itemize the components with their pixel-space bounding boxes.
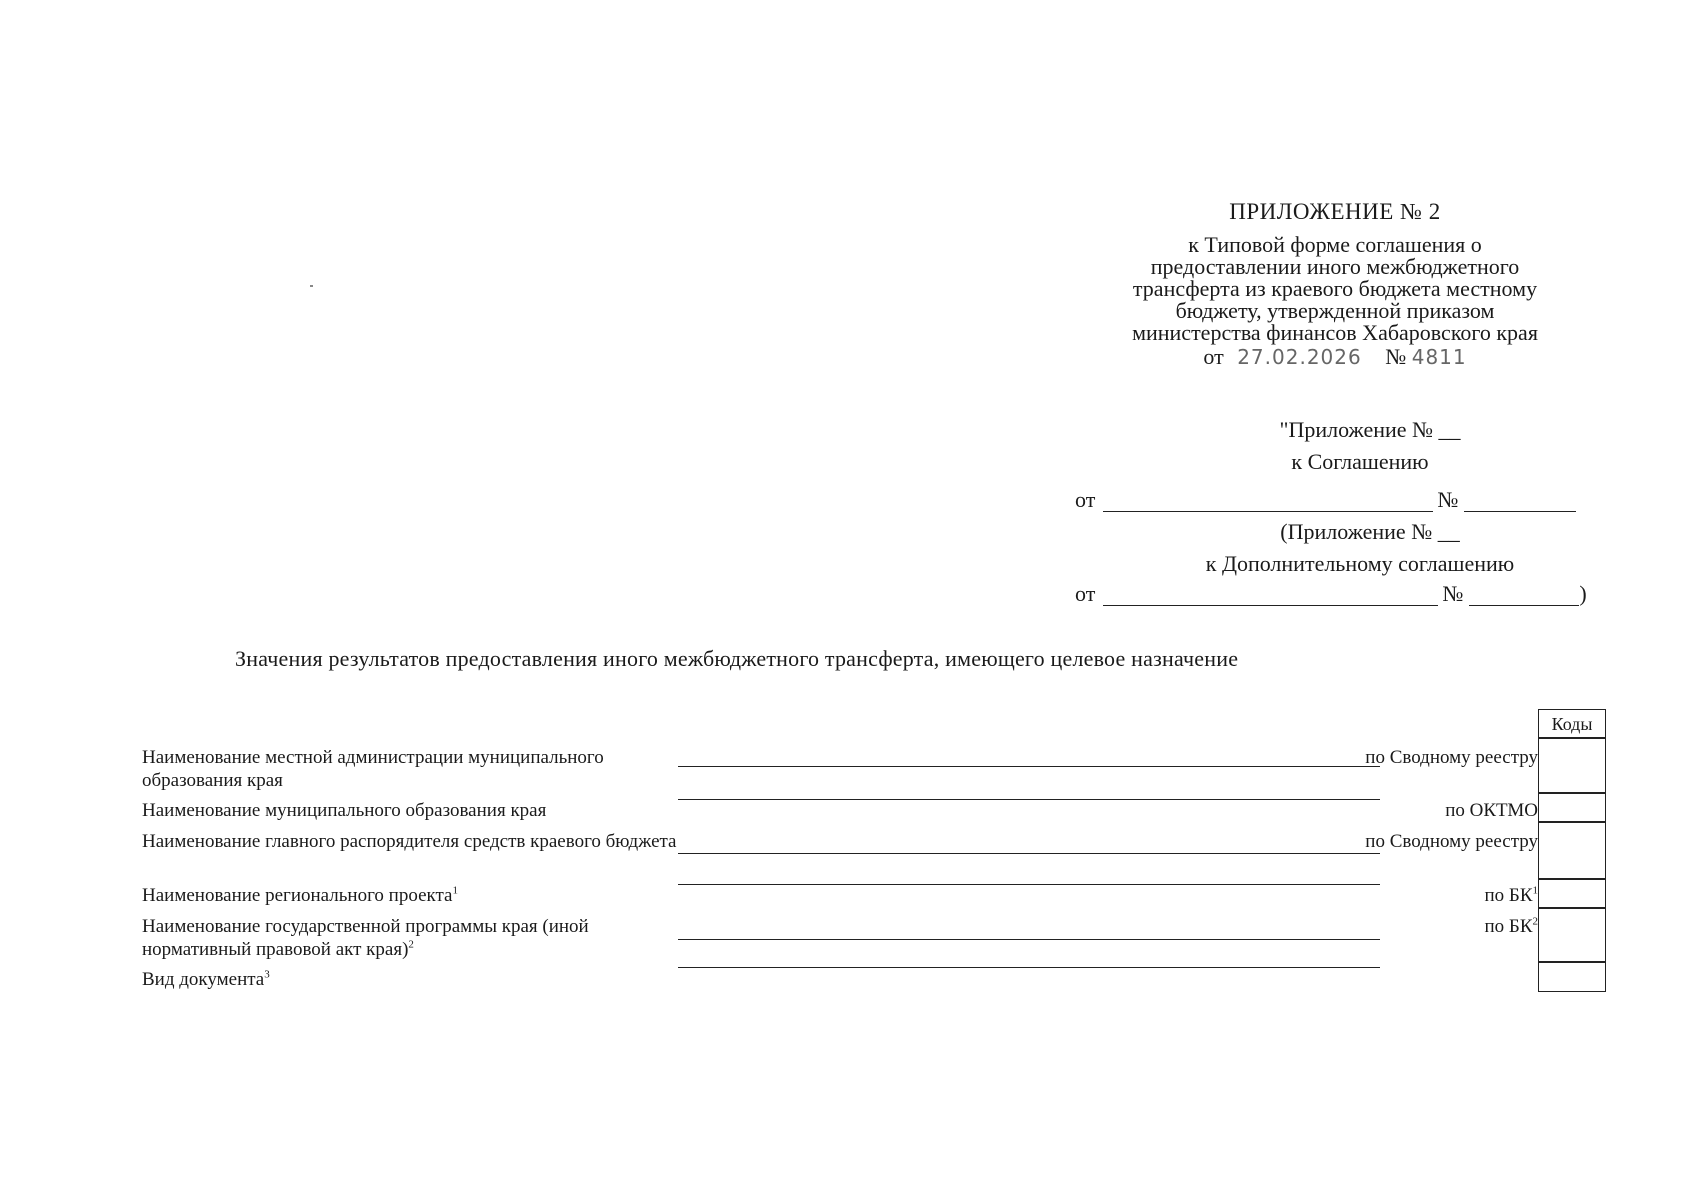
supplementary-from-label: от	[1075, 581, 1096, 606]
regional-project-footnote: 1	[452, 884, 458, 897]
codes-header: Коды	[1538, 709, 1606, 739]
agreement-number-label: №	[1437, 487, 1459, 512]
field-local-administration[interactable]	[678, 766, 1380, 767]
state-program-text: Наименование государственной программы края (иной нормативный правовой акт края)	[142, 916, 589, 960]
document-type-text: Вид документа	[142, 969, 265, 990]
bk-2-text: по БК	[1484, 916, 1533, 937]
row-label-state-program	[142, 915, 682, 961]
code-label-bk-1	[1338, 884, 1538, 907]
to-supplementary-label: к Дополнительному соглашению	[1205, 551, 1515, 576]
agreement-number-field[interactable]	[1464, 489, 1576, 512]
handwritten-date: 27.02.2026	[1237, 345, 1362, 369]
appendix-line-5: министерства финансов Хабаровского края	[1132, 320, 1538, 345]
agreement-appendix-block	[1075, 418, 1605, 606]
document-title: Значения результатов предоставления иного межбюджетного трансферта, имеющего целевое назначение	[235, 646, 1239, 671]
appendix-line-1: к Типовой форме соглашения о	[1188, 232, 1482, 257]
row-label-regional-project	[142, 884, 682, 907]
number-prefix: №	[1385, 344, 1407, 369]
supplementary-date-field[interactable]	[1103, 583, 1438, 606]
bk-2-footnote: 2	[1532, 915, 1538, 928]
appendix-title: ПРИЛОЖЕНИЕ № 2	[1229, 199, 1441, 224]
field-regional-project[interactable]	[678, 884, 1380, 885]
code-label-consolidated-registry-1: по Сводному реестру	[1365, 747, 1538, 768]
code-cell-6[interactable]	[1538, 961, 1606, 992]
regional-project-text: Наименование регионального проекта	[142, 885, 453, 906]
bk-1-footnote: 1	[1532, 884, 1538, 897]
agreement-from-label: от	[1075, 487, 1096, 512]
row-label-document-type	[142, 968, 682, 991]
code-cell-5[interactable]	[1538, 907, 1606, 963]
code-label-oktmo: по ОКТМО	[1445, 800, 1538, 821]
supplementary-number-field[interactable]	[1469, 583, 1579, 606]
appendix-header	[1065, 200, 1605, 368]
date-prefix: от	[1203, 344, 1224, 369]
code-cell-3[interactable]	[1538, 821, 1606, 880]
supplementary-appendix-label: (Приложение № __	[1280, 519, 1460, 544]
scan-speck	[310, 285, 313, 287]
supplementary-number-label: №	[1442, 581, 1464, 606]
field-municipality[interactable]	[678, 799, 1380, 800]
appendix-line-2: предоставлении иного межбюджетного	[1150, 254, 1520, 279]
row-label-municipality: Наименование муниципального образования края	[142, 800, 547, 821]
code-label-bk-2	[1338, 915, 1538, 938]
field-state-program[interactable]	[678, 939, 1380, 940]
field-document-type[interactable]	[678, 967, 1380, 968]
agreement-date-row	[1075, 482, 1605, 512]
agreement-appendix-label: "Приложение № __	[1279, 417, 1461, 442]
code-cell-2[interactable]	[1538, 792, 1606, 823]
to-agreement-label: к Соглашению	[1291, 449, 1429, 474]
code-cell-4[interactable]	[1538, 878, 1606, 909]
agreement-date-field[interactable]	[1103, 489, 1433, 512]
row-label-chief-manager: Наименование главного распорядителя средств краевого бюджета	[142, 831, 677, 852]
row-label-local-administration: Наименование местной администрации муниципального образования края	[142, 747, 604, 791]
field-chief-manager[interactable]	[678, 853, 1380, 854]
appendix-line-3: трансферта из краевого бюджета местному	[1132, 276, 1538, 301]
order-date-line	[1065, 346, 1605, 368]
appendix-line-4: бюджету, утвержденной приказом	[1175, 298, 1495, 323]
bk-1-text: по БК	[1484, 885, 1533, 906]
code-label-consolidated-registry-2: по Сводному реестру	[1365, 831, 1538, 852]
close-paren: )	[1579, 581, 1587, 606]
code-cell-1[interactable]	[1538, 737, 1606, 794]
document-type-footnote: 3	[264, 968, 270, 981]
state-program-footnote: 2	[408, 938, 414, 951]
handwritten-number: 4811	[1411, 345, 1467, 369]
